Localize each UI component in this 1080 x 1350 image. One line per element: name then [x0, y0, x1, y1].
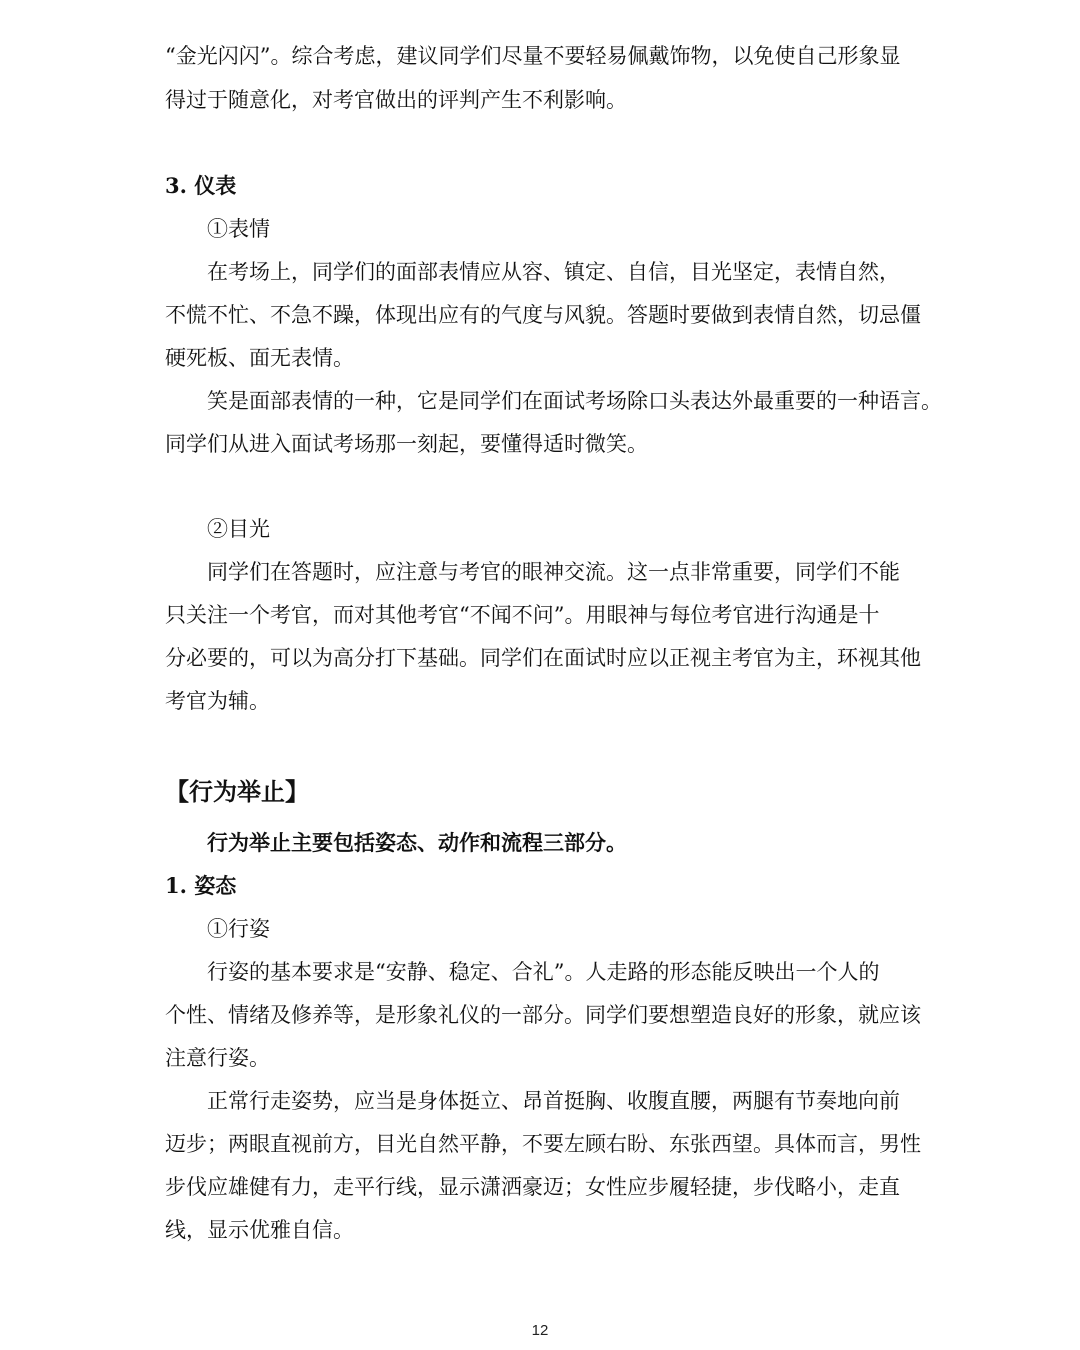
muguang-p1-line: 只关注一个考官，而对其他考官“不闻不问”。用眼神与每位考官进行沟通是十 — [165, 603, 880, 627]
heading-yibiao: 3. 仪表 — [165, 173, 237, 198]
xingzi-p1-line: 注意行姿。 — [165, 1046, 270, 1070]
intro-line-1: “金光闪闪”。综合考虑，建议同学们尽量不要轻易佩戴饰物，以免使自己形象显 — [165, 44, 901, 68]
biaoqing-p1-line: 不慌不忙、不急不躁，体现出应有的气度与风貌。答题时要做到表情自然，切忌僵 — [165, 303, 921, 327]
section-title-xingwei: 【行为举止】 — [165, 777, 309, 806]
biaoqing-p1-line: 硬死板、面无表情。 — [165, 346, 354, 370]
biaoqing-p1-line: 在考场上，同学们的面部表情应从容、镇定、自信，目光坚定，表情自然， — [207, 260, 900, 284]
muguang-p1-line: 分必要的，可以为高分打下基础。同学们在面试时应以正视主考官为主，环视其他 — [165, 646, 921, 670]
xingwei-summary: 行为举止主要包括姿态、动作和流程三部分。 — [207, 830, 627, 855]
xingzi-p2-line: 正常行走姿势，应当是身体挺立、昂首挺胸、收腹直腰，两腿有节奏地向前 — [207, 1089, 900, 1113]
subheading-xingzi: ①行姿 — [207, 917, 270, 941]
intro-line-2: 得过于随意化，对考官做出的评判产生不利影响。 — [165, 88, 627, 112]
page-number: 12 — [531, 1322, 549, 1339]
muguang-p1-line: 考官为辅。 — [165, 689, 270, 713]
xingzi-p2-line: 线，显示优雅自信。 — [165, 1218, 354, 1242]
subheading-biaoqing: ①表情 — [207, 217, 270, 241]
biaoqing-p2-line: 同学们从进入面试考场那一刻起，要懂得适时微笑。 — [165, 432, 648, 456]
subheading-muguang: ②目光 — [207, 517, 270, 541]
xingzi-p2-line: 迈步；两眼直视前方，目光自然平静，不要左顾右盼、东张西望。具体而言，男性 — [165, 1132, 921, 1156]
xingzi-p1-line: 行姿的基本要求是“安静、稳定、合礼”。人走路的形态能反映出一个人的 — [207, 960, 880, 984]
muguang-p1-line: 同学们在答题时，应注意与考官的眼神交流。这一点非常重要，同学们不能 — [207, 560, 900, 584]
xingzi-p2-line: 步伐应雄健有力，走平行线，显示潇洒豪迈；女性应步履轻捷，步伐略小，走直 — [165, 1175, 900, 1199]
heading-zitai: 1. 姿态 — [165, 873, 237, 898]
xingzi-p1-line: 个性、情绪及修养等，是形象礼仪的一部分。同学们要想塑造良好的形象，就应该 — [165, 1003, 921, 1027]
biaoqing-p2-line: 笑是面部表情的一种，它是同学们在面试考场除口头表达外最重要的一种语言。 — [207, 389, 942, 413]
